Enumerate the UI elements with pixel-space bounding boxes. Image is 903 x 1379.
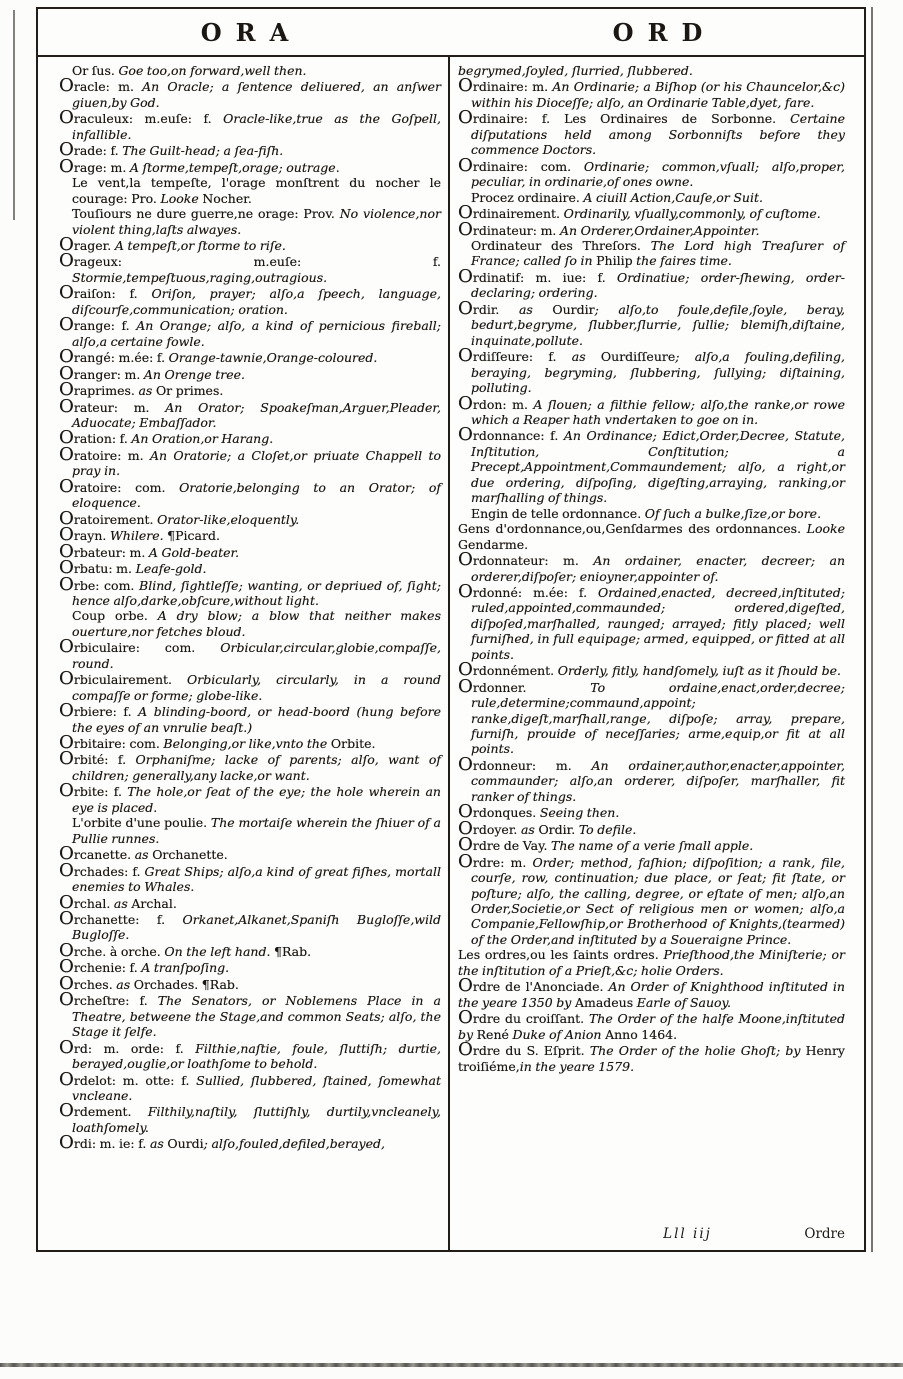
entry-gloss-segment: An Ordinance; Edict,Order,Decree, Statute, Inſtitution, Conſtitution; a Precept,Appointment,Commaundement; alſo, a right,or due ordering, diſpoſing, digeſting,arraying, ranking,or marſhalling of things.	[471, 428, 845, 506]
entry-gloss-segment: The mortaiſe wherein the ſhiuer of a Pullie runnes.	[72, 815, 441, 846]
entry-headword-segment: Ordre de l'Anonciade.	[458, 975, 609, 997]
dictionary-entry	[59, 443, 441, 479]
entry-headword-segment: Ordoyer.	[458, 817, 521, 839]
dictionary-entry	[59, 75, 442, 110]
entry-gloss-segment: The hole,or ſeat of the eye; the hole wherein an eye is placed.	[72, 784, 441, 815]
entry-gloss-segment: A dry blow; a blow that neither makes ouerture,nor fetches bloud.	[72, 608, 441, 639]
dictionary-entry	[59, 956, 441, 978]
entry-headword-segment: Ordinateur: m.	[458, 218, 560, 240]
entry-gloss-segment: Stormie,tempeſtuous,raging,outragious.	[72, 269, 328, 285]
entry-headword-segment: Orchanette.	[152, 847, 228, 863]
dictionary-entry	[59, 972, 441, 994]
entry-gloss-segment: An Oratorie; a Cloſet,or priuate Chappell to pray in.	[72, 447, 441, 479]
entry-headword-segment: Orageux: m.euſe: f.	[59, 250, 441, 272]
entry-gloss-segment: Ordinarily, vſually,commonly, of cuſtome.	[563, 206, 821, 222]
dictionary-entry	[59, 1068, 441, 1104]
next-page-edge	[0, 1363, 903, 1367]
dictionary-entry	[59, 524, 441, 546]
entry-headword-segment: Orcanette.	[59, 843, 135, 865]
dictionary-entry	[59, 843, 441, 865]
entry-gloss-segment: Prieſthood,the Miniſterie; or the inſtitution of a Prieſt,&c; holie Orders.	[458, 947, 845, 978]
entry-headword-segment: Ordonnateur: m.	[458, 549, 594, 571]
entry-headword-segment: L'orbite d'une poulie.	[72, 815, 211, 831]
entry-gloss-segment: ; alſo,to foule,defile,ſoyle, beray, bedurt,begryme, ſlubber,ſlurrie, ſullie; blemiſh,diſtaine, inquinate,pollute.	[471, 301, 845, 348]
dictionary-entry	[458, 1039, 845, 1074]
entry-headword-segment: Ordon: m.	[458, 392, 534, 414]
entry-headword-segment: Orche. à orche.	[59, 939, 165, 961]
entry-headword-segment: Ordre du S. Eſprit.	[458, 1039, 590, 1061]
entry-gloss-segment: A Gold-beater.	[148, 544, 240, 560]
entry-gloss-segment: A tempeſt,or ſtorme to riſe.	[114, 237, 286, 253]
entry-gloss-segment: An ordainer,author,enacter,appointer, commaunder; alſo,an orderer, diſpoſer, marſhaller, fit ranker of things.	[471, 757, 845, 804]
entry-gloss-segment: Orderly, fitly, handſomely, iuſt as it ſhould be.	[557, 663, 841, 679]
entry-headword-segment: Orbe: com.	[59, 573, 140, 595]
dictionary-entry	[59, 732, 441, 754]
entry-headword-segment: Ordonnance: f.	[458, 424, 564, 446]
entry-gloss-segment: Duke of Anion	[512, 1026, 606, 1042]
dictionary-entry	[458, 801, 845, 823]
text-block	[38, 57, 864, 1250]
dictionary-entry	[458, 549, 845, 584]
dictionary-entry	[59, 780, 441, 815]
entry-gloss-segment: Filthily,naſtily, ſluttiſhly, durtily,vncleanely, loathſomely.	[72, 1104, 441, 1135]
entry-headword-segment: Oraculeux: m.euſe: f.	[59, 107, 224, 129]
entry-headword-segment: Ordinaire: m.	[458, 75, 553, 97]
entry-headword-segment: ¶Rab.	[274, 943, 312, 959]
entry-headword-segment: Or primes.	[155, 383, 224, 399]
entry-gloss-segment: as	[113, 895, 132, 911]
entry-headword-segment: Orchades. ¶Rab.	[133, 976, 239, 992]
entry-headword-segment: Oranger: m.	[59, 362, 144, 384]
dictionary-entry	[59, 939, 441, 961]
entry-headword-segment: Orches.	[59, 972, 117, 994]
dictionary-entry	[59, 891, 441, 913]
dictionary-entry	[59, 815, 441, 846]
dictionary-entry	[59, 989, 441, 1040]
entry-gloss-segment: The Order of the halfe Moone,inſtituted by	[458, 1011, 845, 1042]
dictionary-entry	[458, 947, 845, 978]
dictionary-entry	[458, 834, 845, 856]
entry-headword-segment: Ordonques.	[458, 801, 540, 823]
dictionary-entry	[59, 1132, 441, 1154]
entry-gloss-segment: A tranſpoſing.	[141, 960, 230, 976]
entry-gloss-segment: Great Ships; alſo,a kind of great fiſhes, mortall enemies to Whales.	[72, 863, 441, 895]
entry-gloss-segment: Oratorie,belonging to an Orator; of eloquence.	[72, 479, 441, 511]
dictionary-entry	[458, 753, 845, 804]
dictionary-entry	[59, 540, 441, 562]
entry-gloss-segment: An Oration,or Harang.	[131, 431, 274, 447]
entry-headword-segment: Ordir.	[458, 297, 519, 319]
entry-headword-segment: Oracle: m.	[59, 75, 143, 97]
dictionary-entry	[458, 506, 845, 521]
entry-headword-segment: Ordonnément.	[458, 659, 558, 681]
entry-gloss-segment: To ordaine,enact,order,decree; rule,determine;commaund,appoint; ranke,digeſt,marſhall,range, diſpoſe; array, prepare, furniſh, prouide of neceſſaries; arme,equip,or fit at all points.	[471, 679, 845, 757]
entry-headword-segment: Gendarme.	[458, 536, 529, 552]
entry-headword-segment: Le vent,la tempeſte, l'orage monſtrent du nocher le courage: Pro.	[72, 175, 441, 206]
entry-gloss-segment: Ordinarie; common,vſuall; alſo,proper, peculiar, in ordinarie,of ones owne.	[471, 158, 845, 190]
entry-gloss-segment: An Order of Knighthood inſtituted in the yeare 1350 by	[458, 979, 845, 1010]
entry-headword-segment: Anno 1464.	[605, 1026, 678, 1042]
entry-gloss-segment: Orbicularly, circularly, in a round compaſſe or forme; globe-like.	[72, 672, 442, 703]
dictionary-entry	[59, 908, 441, 943]
dictionary-entry	[59, 233, 441, 255]
entry-headword-segment: Ordre: m.	[458, 850, 533, 872]
entry-gloss-segment: Orbicular,circular,globie,compaſſe, round.	[72, 640, 441, 671]
entry-headword-segment: Orchades: f.	[59, 859, 145, 881]
dictionary-entry	[59, 475, 441, 511]
entry-headword-segment: Orbiculaire: com.	[59, 636, 221, 658]
entry-gloss-segment: begrymed,ſoyled, ſlurried, ſlubbered.	[458, 63, 693, 78]
entry-gloss-segment: as	[518, 301, 553, 317]
page-header	[38, 9, 864, 57]
dictionary-entry	[59, 346, 441, 368]
dictionary-entry	[59, 314, 441, 349]
entry-gloss-segment: An ordainer, enacter, decreer; an orderer,diſpoſer; enioyner,appointer of.	[471, 553, 845, 584]
dictionary-entry	[458, 850, 845, 948]
dictionary-entry	[59, 155, 441, 177]
entry-gloss-segment: An Orderer,Ordainer,Appointer.	[559, 222, 760, 238]
dictionary-entry	[59, 395, 441, 431]
page-frame	[36, 7, 866, 1252]
entry-headword-segment: Gens d'ordonnance,ou,Genſdarmes des ordonnances.	[458, 521, 807, 537]
dictionary-entry	[59, 139, 441, 161]
entry-gloss-segment: A blinding-boord, or head-boord (hung before the eyes of an vnrulie beaſt.)	[72, 704, 441, 735]
entry-headword-segment: Orbitaire: com.	[59, 732, 164, 754]
dictionary-entry	[458, 75, 845, 110]
entry-headword-segment: Ordelot: m. otte: f.	[59, 1068, 197, 1090]
entry-headword-segment: Ourdi	[167, 1136, 204, 1152]
dictionary-entry	[59, 859, 441, 895]
dictionary-entry	[59, 608, 441, 639]
entry-gloss-segment: the faires time.	[636, 253, 732, 269]
dictionary-entry	[458, 521, 845, 552]
entry-list-right	[458, 63, 845, 1074]
entry-headword-segment: Ourdiſſeure	[600, 349, 676, 365]
entry-gloss-segment: in the yeare 1579.	[519, 1058, 635, 1074]
entry-headword-segment: Ordre de Vay.	[458, 834, 552, 856]
entry-gloss-segment: Goe too,on forward,well then.	[118, 63, 307, 78]
entry-headword-segment: Coup orbe.	[72, 608, 158, 624]
entry-headword-segment: Orbite.	[330, 736, 376, 752]
entry-headword-segment: Ordinateur des Threſors.	[471, 237, 651, 253]
entry-headword-segment: Or ſus.	[72, 63, 119, 78]
entry-headword-segment: Procez ordinaire.	[471, 189, 584, 205]
entry-gloss-segment: The Order of the holie Ghoſt; by	[589, 1043, 806, 1059]
entry-headword-segment: Ord: m. orde: f.	[59, 1036, 196, 1058]
dictionary-entry	[59, 557, 441, 579]
dictionary-entry	[458, 392, 845, 428]
entry-gloss-segment: Filthie,naſtie, foule, ſluttiſh; durtie, berayed,ouglie,or loathſome to behold.	[72, 1040, 442, 1072]
entry-headword-segment: Oraiſon: f.	[59, 282, 152, 304]
dictionary-entry	[59, 379, 441, 401]
entry-gloss-segment: An Orange; alſo, a kind of pernicious fireball; alſo,a certaine fowle.	[72, 318, 441, 349]
dictionary-entry	[458, 297, 845, 348]
entry-headword-segment: Ordre du croiſſant.	[458, 1007, 589, 1029]
dictionary-entry	[59, 206, 441, 237]
entry-headword-segment: Nocher.	[202, 190, 252, 206]
entry-gloss-segment: An Ordinarie; a Biſhop (or his Chauncelor,&c) within his Dioceſſe; alſo, an Ordinarie Table,dyet, fare.	[471, 79, 845, 110]
entry-headword-segment: Oraprimes.	[59, 379, 139, 401]
dictionary-entry	[59, 636, 441, 671]
dictionary-column-right	[450, 57, 864, 1250]
entry-headword-segment: Oratoirement.	[59, 507, 158, 529]
entry-gloss-segment: An Orator; Spoakeſman,Arguer,Pleader, Aduocate; Embaſſador.	[72, 399, 441, 430]
entry-headword-segment: Orager.	[59, 233, 115, 255]
entry-gloss-segment: Certaine diſputations held among Sorbonniſts before they commence Doctors.	[471, 111, 845, 158]
dictionary-entry	[458, 202, 845, 224]
dictionary-entry	[59, 573, 441, 609]
entry-headword-segment: Orbiere: f.	[59, 700, 139, 722]
entry-headword-segment: Amadeus	[574, 994, 637, 1010]
dictionary-entry	[458, 580, 845, 662]
entry-headword-segment: Ordiſſeure: f.	[458, 345, 572, 367]
running-title-left: ORA	[200, 17, 303, 47]
dictionary-entry	[458, 1007, 845, 1042]
entry-gloss-segment: ; alſo,fouled,defiled,berayed,	[203, 1136, 385, 1152]
entry-headword-segment: Orade: f.	[59, 139, 123, 161]
entry-gloss-segment: Orkanet,Alkanet,Spaniſh Bugloſſe,wild Bugloſſe.	[72, 912, 441, 943]
dictionary-entry	[458, 238, 845, 269]
entry-gloss-segment: On the left hand.	[164, 943, 274, 959]
entry-headword-segment: Orbatu: m.	[59, 557, 136, 579]
dictionary-entry	[59, 63, 441, 78]
entry-gloss-segment: Earle of Sauoy.	[636, 994, 731, 1010]
entry-headword-segment: Orbiculairement.	[59, 668, 188, 690]
entry-headword-segment: Ordonner.	[458, 675, 591, 697]
running-title-right: ORD	[612, 17, 717, 47]
entry-headword-segment: Orage: m.	[59, 155, 130, 177]
dictionary-entry	[458, 63, 845, 78]
entry-gloss-segment: The Senators, or Noblemens Place in a Theatre, betweene the Stage,and common Seats; alſo, the Stage it ſelfe.	[72, 993, 441, 1040]
entry-gloss-segment: Looke	[160, 190, 203, 206]
entry-gloss-segment: ; alſo,a fouling,defiling, beraying, begryming, ſlubbering, ſullying; diſtaining, polluting.	[471, 349, 845, 396]
dictionary-entry	[458, 218, 845, 240]
entry-gloss-segment: Belonging,or like,vnto the	[163, 736, 331, 752]
catchword: Ordre	[804, 1226, 845, 1242]
dictionary-entry	[458, 265, 845, 301]
signature-mark: Lll iij	[663, 1226, 712, 1242]
entry-headword-segment: Ordinatif: m. iue: f.	[458, 265, 617, 287]
entry-headword-segment: Ordonné: m.ée: f.	[458, 580, 599, 602]
entry-headword-segment: Orchenie: f.	[59, 956, 142, 978]
dictionary-entry	[458, 675, 845, 757]
entry-headword-segment: Archal.	[131, 895, 177, 911]
entry-gloss-segment: Orator-like,eloquently.	[157, 511, 300, 527]
dictionary-entry	[59, 427, 441, 449]
entry-gloss-segment: Orange-tawnie,Orange-coloured.	[168, 350, 378, 366]
entry-gloss-segment: Sullied, ſlubbered, ſtained, ſomewhat vncleane.	[72, 1072, 441, 1103]
entry-gloss-segment: Oriſon, prayer; alſo,a ſpeech, language, diſcourſe,communication; oration.	[72, 286, 441, 317]
entry-gloss-segment: as	[149, 1136, 168, 1152]
dictionary-entry	[458, 190, 845, 205]
entry-headword-segment: Touſiours ne dure guerre,ne orage: Prov.	[72, 206, 340, 222]
dictionary-entry	[59, 107, 441, 142]
dictionary-column-left	[38, 57, 450, 1250]
entry-gloss-segment: A ſlouen; a filthie fellow; alſo,the ranke,or rowe which a Reaper hath vndertaken to goe on in.	[471, 396, 845, 427]
entry-gloss-segment: as	[520, 821, 539, 837]
entry-headword-segment: Orangé: m.ée: f.	[59, 346, 169, 368]
entry-headword-segment: Ordonneur: m.	[458, 753, 592, 775]
entry-headword-segment: Ordinairement.	[458, 202, 564, 224]
dictionary-entry	[59, 282, 441, 317]
entry-gloss-segment: Leafe-gold.	[135, 561, 207, 577]
entry-headword-segment: Orcheſtre: f.	[59, 989, 158, 1011]
entry-headword-segment: Orange: f.	[59, 314, 137, 336]
entry-gloss-segment: The Lord high Treaſurer of France; called ſo in	[471, 237, 846, 269]
dictionary-entry	[458, 424, 845, 506]
entry-gloss-segment: An Oracle; a ſentence deliuered, an anſwer giuen,by God.	[72, 79, 442, 110]
entry-gloss-segment: as	[138, 383, 156, 399]
entry-headword-segment: Orchal.	[59, 891, 114, 913]
entry-headword-segment: Orateur: m.	[59, 395, 166, 417]
entry-gloss-segment: The Guilt-head; a ſea-fiſh.	[122, 143, 284, 159]
dictionary-entry	[59, 700, 441, 735]
entry-headword-segment: Les ordres,ou les ſaints ordres.	[458, 947, 664, 963]
entry-headword-segment: Orayn.	[59, 524, 110, 546]
dictionary-entry	[59, 507, 441, 529]
entry-headword-segment: Orchanette: f.	[59, 908, 183, 930]
entry-gloss-segment: Ordained,enacted, decreed,inſtituted; ruled,appointed,commaunded; ordered,digeſted, diſpoſed,marſhalled, raunged; arrayed; fitly placed; well furniſhed, in full equipage; armed, equipped, or fitted at all points.	[471, 584, 845, 662]
entry-gloss-segment: An Orenge tree.	[143, 366, 245, 382]
entry-headword-segment: Ordinaire: f. Les Ordinaires de Sorbonne.	[458, 107, 791, 129]
dictionary-entry	[458, 975, 845, 1010]
entry-gloss-segment: Of ſuch a bulke,ſize,or bore.	[644, 505, 822, 521]
dictionary-entry	[59, 175, 441, 206]
entry-gloss-segment: as	[134, 847, 153, 863]
entry-headword-segment: Ordement.	[59, 1100, 148, 1122]
entry-headword-segment: Engin de telle ordonnance.	[471, 505, 645, 521]
entry-gloss-segment: Orphaniſme; lacke of parents; alſo, want of children; generally,any lacke,or want.	[72, 752, 441, 783]
entry-headword-segment: Ordi: m. ie: f.	[59, 1132, 150, 1154]
entry-headword-segment: Philip	[596, 253, 637, 269]
entry-headword-segment: Oratoire: m.	[59, 443, 150, 465]
entry-gloss-segment: To defile.	[578, 821, 637, 837]
entry-gloss-segment: Whilere.	[109, 528, 168, 544]
entry-gloss-segment: Blind, ſightleſſe; wanting, or depriued of, ſight; hence alſo,darke,obſcure,without light.	[72, 577, 441, 608]
entry-gloss-segment: as	[116, 976, 134, 992]
dictionary-entry	[458, 345, 845, 396]
dictionary-entry	[458, 817, 845, 839]
dictionary-entry	[59, 748, 441, 783]
entry-headword-segment: René	[476, 1026, 513, 1042]
entry-gloss-segment: Order; method, faſhion; diſpoſition; a rank, file, courſe, row, continuation; due place, or ſeat; fit ſtate, or poſture; alſo, the calling, degree, or eſtate of men; alſo,an Order,Societie,or Sect of religious men or women; alſo,a Companie,Fellowſhip,or Brotherhood of Knights,(tearmed) of the Order,and inſtituted by a Soueraigne Prince.	[471, 854, 845, 947]
page-edge-artifact	[13, 10, 15, 220]
dictionary-entry	[59, 362, 441, 384]
dictionary-entry	[458, 154, 845, 190]
entry-gloss-segment: No violence,nor violent thing,laſts alwayes.	[72, 206, 441, 237]
entry-gloss-segment: Ordinatiue; order-ſhewing, order-declaring; ordering.	[471, 269, 845, 301]
entry-headword-segment: Oratoire: com.	[59, 475, 180, 497]
entry-headword-segment: Orbateur: m.	[59, 540, 149, 562]
dictionary-entry	[59, 668, 442, 703]
entry-headword-segment: ¶Picard.	[167, 528, 220, 544]
dictionary-entry	[59, 250, 441, 285]
entry-headword-segment: Orbite: f.	[59, 780, 128, 802]
entry-list-left	[59, 63, 441, 1152]
dictionary-entry	[59, 1036, 442, 1072]
entry-headword-segment: Orbité: f.	[59, 748, 136, 770]
entry-headword-segment: Henry troiſiéme,	[458, 1043, 845, 1074]
entry-gloss-segment: The name of a verie ſmall apple.	[551, 838, 754, 854]
entry-headword-segment: Ordinaire: com.	[458, 154, 584, 176]
entry-gloss-segment: Oracle-like,true as the Goſpell, infallible.	[72, 111, 441, 142]
entry-headword-segment: Oration: f.	[59, 427, 132, 449]
signature-line	[458, 1226, 845, 1243]
dictionary-entry	[458, 107, 845, 158]
entry-gloss-segment: A ciuill Action,Cauſe,or Suit.	[583, 189, 763, 205]
entry-gloss-segment: Looke	[806, 521, 845, 537]
entry-gloss-segment: A ſtorme,tempeſt,orage; outrage.	[129, 159, 340, 175]
entry-gloss-segment: as	[571, 349, 601, 365]
entry-gloss-segment: Seeing then.	[539, 805, 620, 821]
entry-headword-segment: Ourdir	[552, 301, 595, 317]
entry-headword-segment: Ordir.	[538, 821, 579, 837]
dictionary-entry	[458, 659, 845, 681]
dictionary-entry	[59, 1100, 441, 1135]
